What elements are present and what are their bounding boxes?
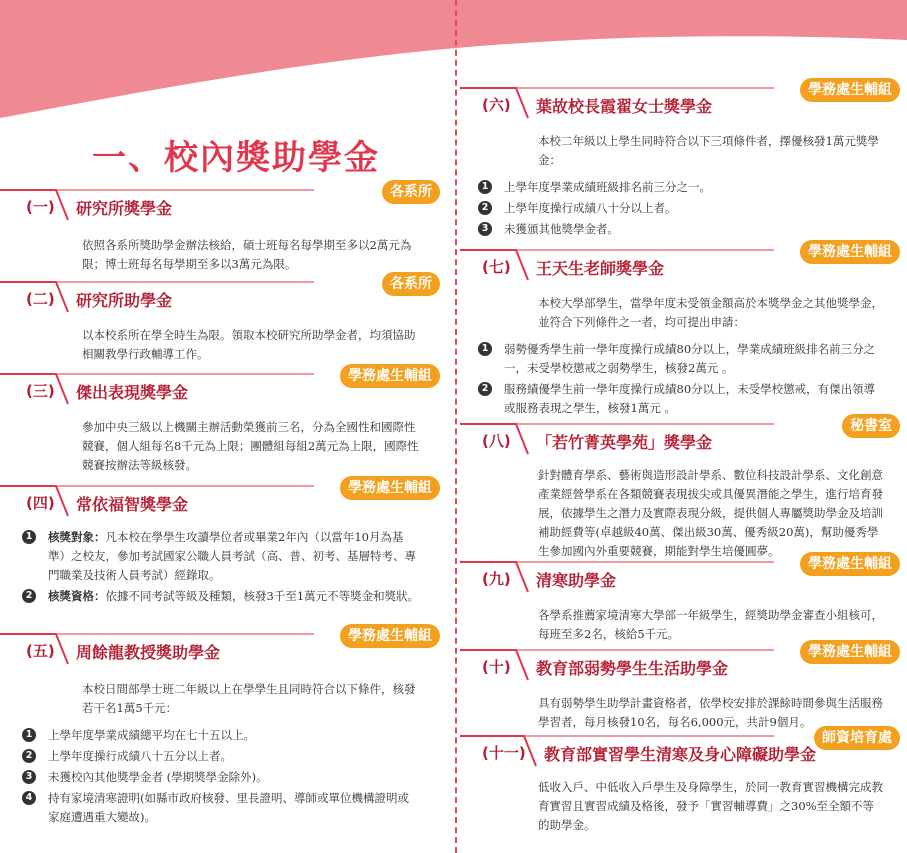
section-paragraph: 本校二年級以上學生同時符合以下三項條件者，擇優核發1萬元獎學金： xyxy=(538,134,879,167)
section-paragraph: 低收入戶、中低收入戶學生及身障學生，於同一教育實習機構完成教育實習且實習成績及格後，發予「實習輔導費」之30%至全額不等的助學金。 xyxy=(538,780,883,832)
condition-list xyxy=(22,726,420,827)
section-body xyxy=(82,418,420,475)
section-title: 「若竹菁英學苑」獎學金 xyxy=(536,433,713,452)
condition-list xyxy=(478,178,884,239)
page-title: 一、校內獎助學金 xyxy=(92,138,380,178)
left-section-3 xyxy=(0,368,440,472)
office-badge: 學務處生輔組 xyxy=(800,240,900,264)
number-bullet-icon: 1 xyxy=(22,728,36,742)
section-number: (七) xyxy=(482,258,511,276)
section-paragraph: 各學系推薦家境清寒大學部一年級學生，經獎助學金審查小組核可，每班至多2名，核給5千元。 xyxy=(538,608,883,641)
section-number: (八) xyxy=(482,432,511,450)
section-header xyxy=(0,480,440,520)
section-number: (十一) xyxy=(482,744,526,762)
condition-list xyxy=(478,340,884,418)
office-badge: 學務處生輔組 xyxy=(340,624,440,648)
section-number: (五) xyxy=(26,642,55,660)
item-text: 上學年度操行成績八十分以上者。 xyxy=(504,201,677,215)
list-item xyxy=(478,340,884,378)
section-header xyxy=(460,644,900,684)
section-body xyxy=(538,778,884,835)
section-title: 傑出表現獎學金 xyxy=(76,383,189,402)
item-text: 上學年度操行成績八十五分以上者。 xyxy=(48,749,232,763)
right-section-5 xyxy=(460,644,900,729)
item-keyword: 核獎資格： xyxy=(48,589,106,603)
section-header xyxy=(460,556,900,596)
list-item xyxy=(22,587,420,606)
section-body xyxy=(25,680,420,829)
list-item xyxy=(478,380,884,418)
section-header xyxy=(460,244,900,284)
office-badge: 師資培育處 xyxy=(814,726,900,750)
section-rule xyxy=(0,280,440,320)
section-body xyxy=(538,466,884,561)
number-bullet-icon: 2 xyxy=(22,749,36,763)
item-text: 依據不同考試等級及種類，核發3千至1萬元不等獎金和獎狀。 xyxy=(105,589,420,603)
number-bullet-icon: 4 xyxy=(22,791,36,805)
office-badge: 學務處生輔組 xyxy=(340,364,440,388)
right-section-1 xyxy=(460,82,900,236)
section-header xyxy=(0,276,440,316)
section-paragraph: 本校大學部學生，當學年度未受領金額高於本獎學金之其他獎學金，並符合下列條件之一者，均可提出申請： xyxy=(538,296,883,329)
section-title: 清寒助學金 xyxy=(536,571,617,590)
section-paragraph: 本校日間部學士班二年級以上在學學生且同時符合以下條件，核發若干名1萬5千元： xyxy=(82,682,416,715)
number-bullet-icon: 2 xyxy=(478,201,492,215)
item-text: 弱勢優秀學生前一學年度操行成績80分以上，學業成績班級排名前三分之一，未受學校懲戒之弱勢學生，核發2萬元 。 xyxy=(504,342,876,375)
number-bullet-icon: 2 xyxy=(22,589,36,603)
list-item xyxy=(478,199,884,218)
section-body xyxy=(82,236,420,274)
number-bullet-icon: 1 xyxy=(478,342,492,356)
fold-divider xyxy=(455,0,457,853)
section-header xyxy=(0,184,440,224)
section-body xyxy=(481,132,884,241)
section-title: 研究所助學金 xyxy=(76,291,173,310)
office-badge: 學務處生輔組 xyxy=(340,476,440,500)
section-header xyxy=(460,418,900,458)
item-text: 持有家境清寒證明(如縣市政府核發、里長證明、導師或單位機構證明或家庭遭遇重大變故)。 xyxy=(48,791,409,824)
section-rule xyxy=(0,188,440,228)
item-text: 服務績優學生前一學年度操行成績80分以上，未受學校懲戒，有傑出領導或服務表現之學生，核發1萬元 。 xyxy=(504,382,876,415)
right-section-4 xyxy=(460,556,900,641)
left-section-1 xyxy=(0,184,440,271)
section-title: 教育部實習學生清寒及身心障礙助學金 xyxy=(544,745,817,764)
section-title: 王天生老師獎學金 xyxy=(536,259,665,278)
office-badge: 各系所 xyxy=(382,272,440,296)
number-bullet-icon: 3 xyxy=(478,222,492,236)
section-header xyxy=(0,628,440,668)
section-number: (四) xyxy=(26,494,55,512)
item-text: 上學年度學業成績班級排名前三分之一。 xyxy=(504,180,711,194)
office-badge: 秘書室 xyxy=(842,414,900,438)
section-paragraph: 依照各系所獎助學金辦法核給，碩士班每名每學期至多以2萬元為限；博士班每名每學期至多以3萬元為限。 xyxy=(82,238,412,271)
item-text: 凡本校在學學生攻讀學位者或畢業2年內（以當年10月為基準）之校友，參加考試國家公職人員考試（高、普、初考、基層特考、專門職業及技術人員考試）經錄取。 xyxy=(48,530,416,582)
section-header xyxy=(460,82,900,122)
item-text: 上學年度學業成績總平均在七十五以上。 xyxy=(48,728,255,742)
right-section-2 xyxy=(460,244,900,415)
list-item xyxy=(22,726,420,745)
section-header xyxy=(0,368,440,408)
office-badge: 各系所 xyxy=(382,180,440,204)
number-bullet-icon: 3 xyxy=(22,770,36,784)
section-paragraph: 以本校系所在學全時生為限。領取本校研究所助學金者，均須協助相關教學行政輔導工作。 xyxy=(82,328,416,361)
section-body xyxy=(25,528,420,608)
section-paragraph: 針對體育學系、藝術與造形設計學系、數位科技設計學系、文化創意產業經營學系在各類競賽表現拔尖或具優異潛能之學生，進行培育發展，依據學生之潛力及實際表現分級，提供個人專屬獎助學金及培訓補助經費等(卓越級40萬、傑出級30萬、優秀級20萬)，幫助優秀學生參加國內外重要競賽，期能對學生培優圓夢。 xyxy=(538,468,883,558)
condition-list xyxy=(22,528,420,606)
section-title: 葉故校長霞翟女士獎學金 xyxy=(536,97,713,116)
item-text: 未獲校內其他獎學金者 (學期獎學金除外)。 xyxy=(48,770,268,784)
right-section-6 xyxy=(460,730,900,832)
section-paragraph: 參加中央三級以上機關主辦活動榮獲前三名，分為全國性和國際性競賽，個人組每名8千元為上限；團體組每組2萬元為上限，國際性競賽按辦法等級核發。 xyxy=(82,420,419,472)
list-item xyxy=(478,178,884,197)
list-item xyxy=(478,220,884,239)
section-title: 研究所獎學金 xyxy=(76,199,173,218)
section-body xyxy=(82,326,420,364)
section-number: (一) xyxy=(26,198,55,216)
number-bullet-icon: 1 xyxy=(22,530,36,544)
office-badge: 學務處生輔組 xyxy=(800,640,900,664)
section-number: (十) xyxy=(482,658,511,676)
section-number: (三) xyxy=(26,382,55,400)
section-body xyxy=(538,606,884,644)
right-section-3 xyxy=(460,418,900,558)
section-number: (六) xyxy=(482,96,511,114)
left-section-2 xyxy=(0,276,440,361)
item-keyword: 核獎對象： xyxy=(48,530,106,544)
section-title: 常依福智獎學金 xyxy=(76,495,189,514)
section-header xyxy=(460,730,900,770)
list-item xyxy=(22,768,420,787)
office-badge: 學務處生輔組 xyxy=(800,552,900,576)
left-section-5 xyxy=(0,628,440,824)
section-body xyxy=(481,294,884,420)
section-number: (二) xyxy=(26,290,55,308)
section-paragraph: 具有弱勢學生助學計畫資格者，依學校安排於課餘時間參與生活服務學習者，每月核發10名，每名6,000元，共計9個月。 xyxy=(538,696,883,729)
section-number: (九) xyxy=(482,570,511,588)
list-item xyxy=(22,747,420,766)
number-bullet-icon: 1 xyxy=(478,180,492,194)
section-title: 教育部弱勢學生生活助學金 xyxy=(536,659,729,678)
list-item xyxy=(22,528,420,585)
office-badge: 學務處生輔組 xyxy=(800,78,900,102)
left-section-4 xyxy=(0,480,440,603)
item-text: 未獲頒其他獎學金者。 xyxy=(504,222,619,236)
section-title: 周餘龍教授獎助學金 xyxy=(76,643,221,662)
number-bullet-icon: 2 xyxy=(478,382,492,396)
list-item xyxy=(22,789,420,827)
